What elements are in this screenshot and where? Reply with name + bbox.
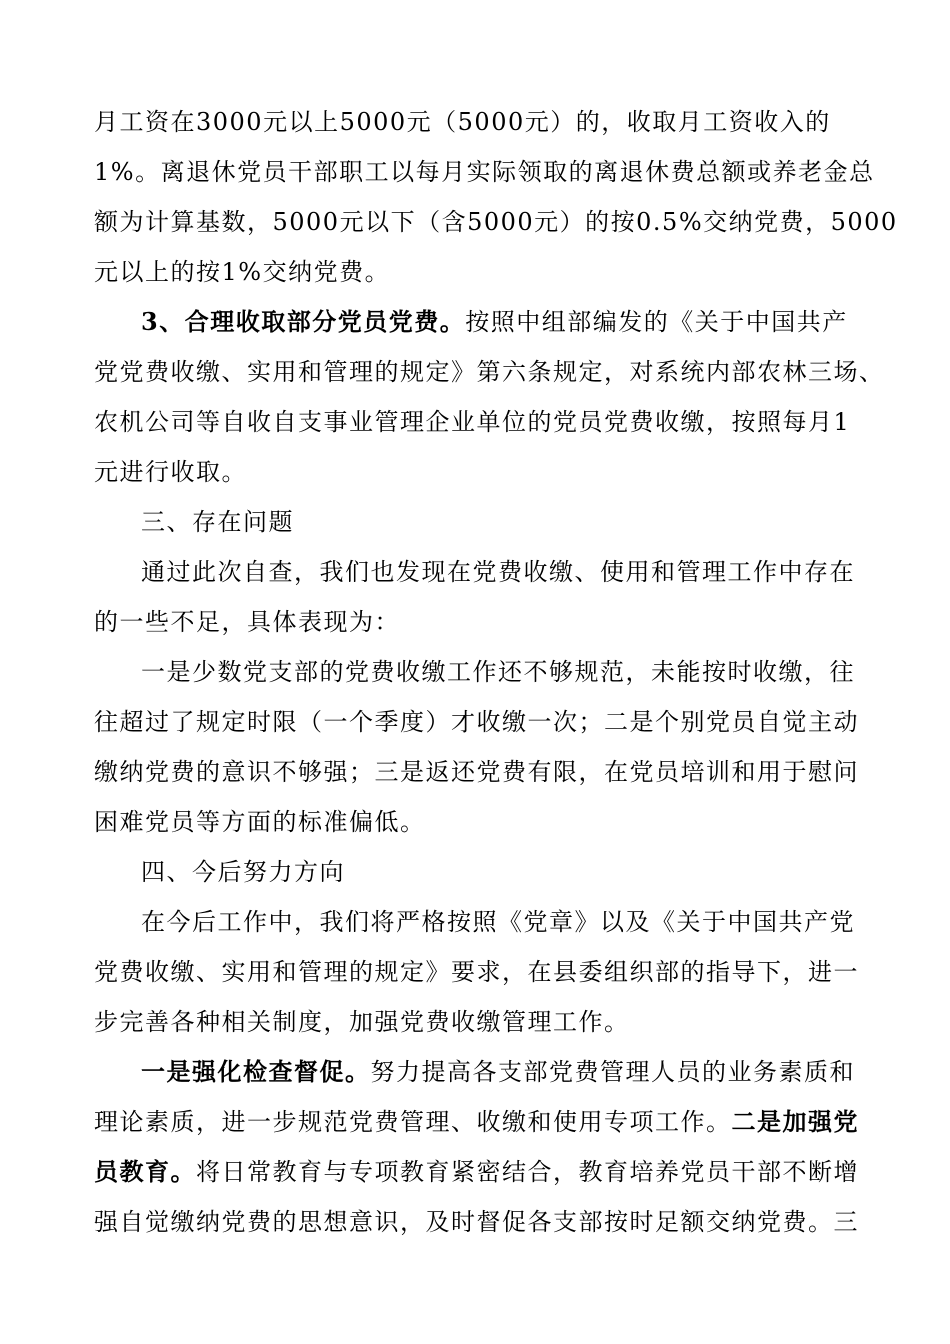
text-line: 月工资在3000元以上5000元（5000元）的，收取月工资收入的 — [94, 108, 831, 136]
text-line: 元以上的按1%交纳党费。 — [94, 258, 391, 286]
section-heading-problems: 三、存在问题 — [141, 508, 294, 536]
text-line: 强自觉缴纳党费的思想意识，及时督促各支部按时足额交纳党费。三 — [94, 1208, 859, 1236]
measure-1-text-cont: 理论素质，进一步规范党费管理、收缴和使用专项工作。 — [94, 1108, 732, 1136]
text-line: 党党费收缴、实用和管理的规定》第六条规定，对系统内部农林三场、 — [94, 358, 885, 386]
item-3-heading: 3、合理收取部分党员党费。 — [141, 307, 466, 336]
text-line: 元进行收取。 — [94, 458, 247, 486]
measure-2-heading: 二是加强党 — [731, 1107, 859, 1136]
text-line: 缴纳党费的意识不够强；三是返还党费有限，在党员培训和用于慰问 — [94, 758, 859, 786]
text-line — [141, 1049, 950, 1095]
measure-2-heading-cont: 员教育。 — [94, 1157, 196, 1186]
text-line — [141, 299, 950, 345]
measure-2-text: 将日常教育与专项教育紧密结合，教育培养党员干部不断增 — [196, 1158, 859, 1186]
text-line: 困难党员等方面的标准偏低。 — [94, 808, 426, 836]
text-line: 步完善各种相关制度，加强党费收缴管理工作。 — [94, 1008, 630, 1036]
text-line — [94, 1149, 950, 1195]
text-line: 额为计算基数，5000元以下（含5000元）的按0.5%交纳党费，5000 — [94, 208, 898, 236]
text-line: 一是少数党支部的党费收缴工作还不够规范，未能按时收缴，往 — [141, 658, 855, 686]
measure-1-heading: 一是强化检查督促。 — [141, 1057, 371, 1086]
text-line: 在今后工作中，我们将严格按照《党章》以及《关于中国共产党 — [141, 908, 855, 936]
text-line: 1%。离退休党员干部职工以每月实际领取的离退休费总额或养老金总 — [94, 158, 875, 186]
section-heading-direction: 四、今后努力方向 — [141, 858, 345, 886]
text-line: 的一些不足，具体表现为： — [94, 608, 400, 636]
text-line: 农机公司等自收自支事业管理企业单位的党员党费收缴，按照每月1 — [94, 408, 851, 436]
text-line: 通过此次自查，我们也发现在党费收缴、使用和管理工作中存在 — [141, 558, 855, 586]
text-line: 往超过了规定时限（一个季度）才收缴一次；二是个别党员自觉主动 — [94, 708, 859, 736]
measure-1-text: 努力提高各支部党费管理人员的业务素质和 — [370, 1058, 855, 1086]
item-3-text: 按照中组部编发的《关于中国共产 — [465, 308, 848, 336]
text-line — [94, 1099, 950, 1145]
text-line: 党费收缴、实用和管理的规定》要求，在县委组织部的指导下，进一 — [94, 958, 859, 986]
